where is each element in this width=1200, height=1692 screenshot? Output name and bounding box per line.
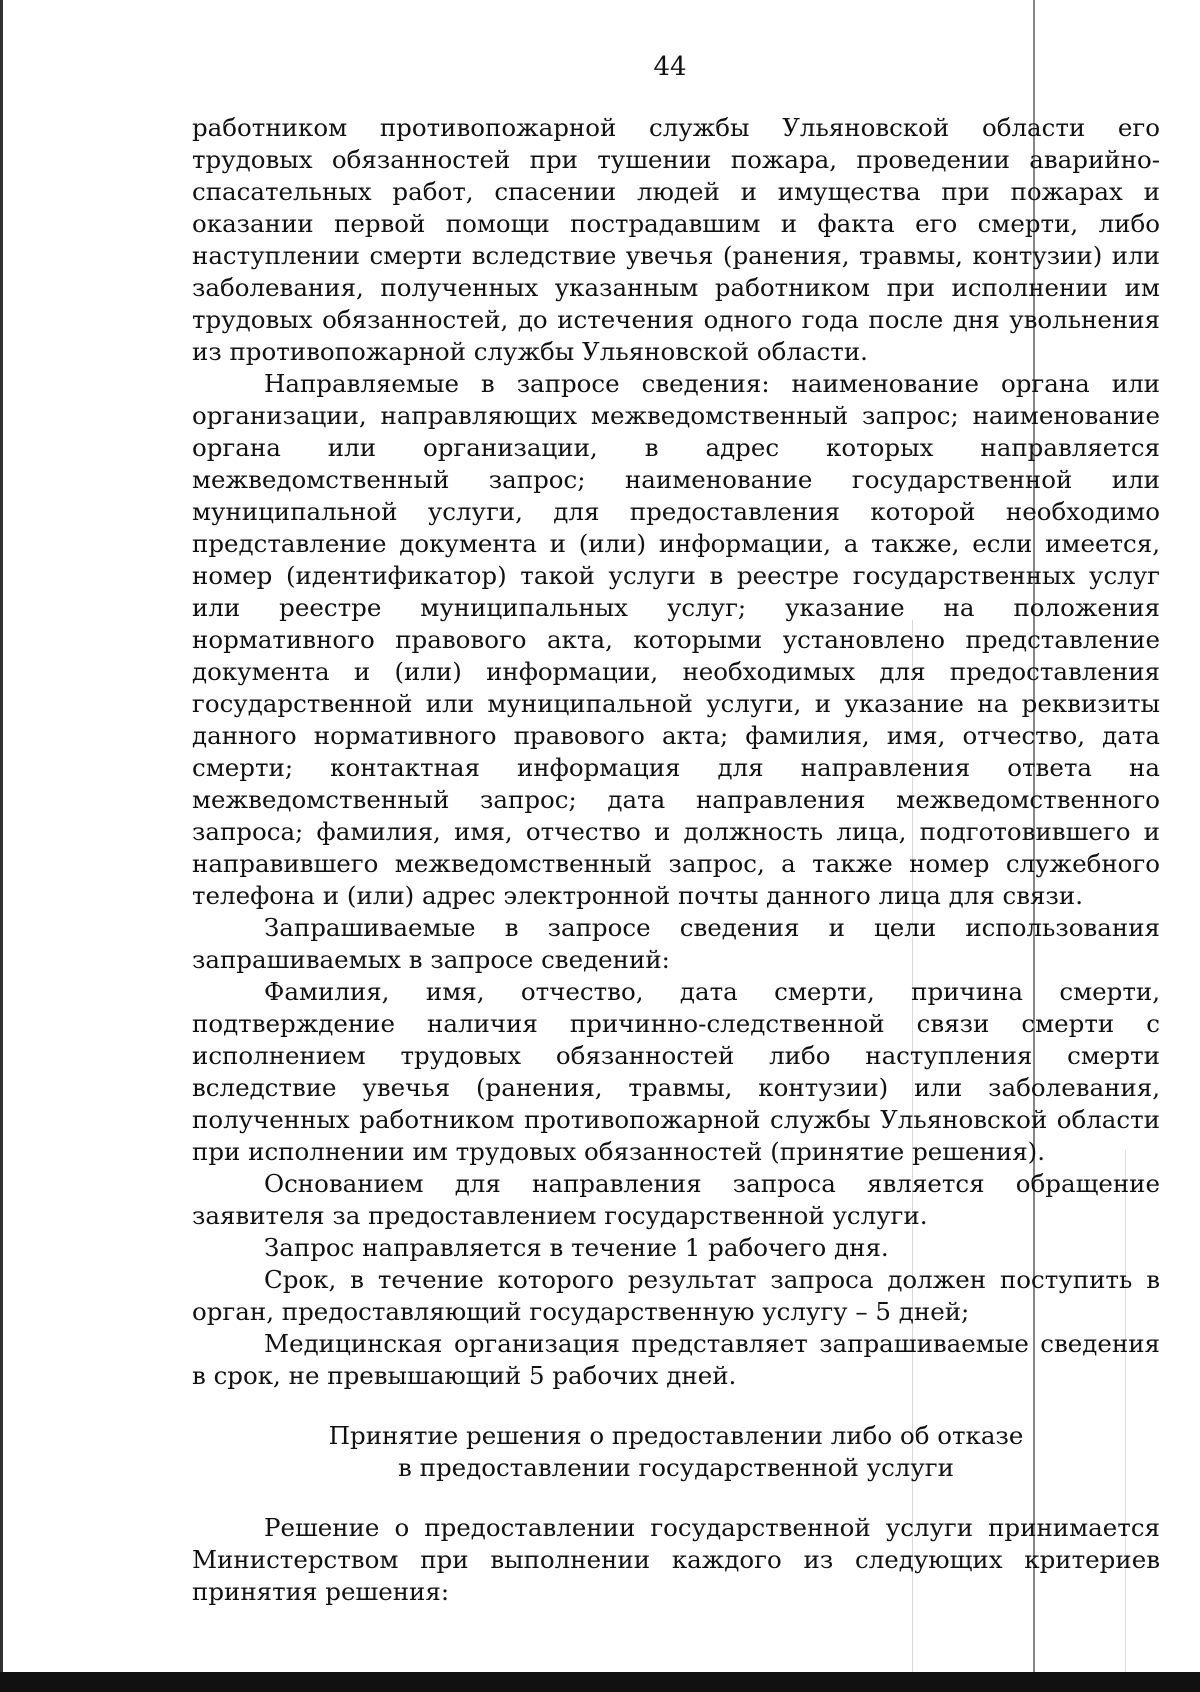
section-heading-line: в предоставлении государственной услуги: [398, 1453, 954, 1482]
paragraph: Запрос направляется в течение 1 рабочего дня.: [264, 1233, 889, 1262]
section-heading-line: Принятие решения о предоставлении либо об отказе: [328, 1421, 1024, 1450]
scan-edge-bottom: [0, 1672, 1200, 1692]
paragraph: Медицинская организация представляет запрашиваемые сведения в срок, не превышающий 5 рабочих дней.: [192, 1329, 1160, 1390]
paragraph: Фамилия, имя, отчество, дата смерти, причина смерти, подтверждение наличия причинно-следственной связи смерти с исполнением трудовых обязанностей либо наступления смерти вследствие увечья (ранения, травмы, контузии) или заболевания, полученных работником противопожарной службы Ульяновской области при исполнении им трудовых обязанностей (принятие решения).: [192, 977, 1160, 1166]
page-number: 44: [653, 52, 687, 82]
section-heading: [192, 1420, 1160, 1484]
paragraph: работником противопожарной службы Ульяновской области его трудовых обязанностей при тушении пожара, проведении аварийно-спасательных работ, спасении людей и имущества при пожарах и оказании первой помощи пострадавшим и факта его смерти, либо наступлении смерти вследствие увечья (ранения, травмы, контузии) или заболевания, полученных указанным работником при исполнении им трудовых обязанностей, до истечения одного года после дня увольнения из противопожарной службы Ульяновской области.: [192, 113, 1160, 366]
paragraph: Запрашиваемые в запросе сведения и цели использования запрашиваемых в запросе сведений:: [192, 913, 1160, 974]
document-body: [192, 112, 1160, 1608]
paragraph: Решение о предоставлении государственной услуги принимается Министерством при выполнении каждого из следующих критериев принятия решения:: [192, 1513, 1160, 1606]
paragraph: Направляемые в запросе сведения: наименование органа или организации, направляющих межведомственный запрос; наименование органа или организации, в адрес которых направляется межведомственный запрос; наименование государственной или муниципальной услуги, для предоставления которой необходимо представление документа и (или) информации, а также, если имеется, номер (идентификатор) такой услуги в реестре государственных услуг или реестре муниципальных услуг; указание на положения нормативного правового акта, которыми установлено представление документа и (или) информации, необходимых для предоставления государственной или муниципальной услуги, и указание на реквизиты данного нормативного правового акта; фамилия, имя, отчество, дата смерти; контактная информация для направления ответа на межведомственный запрос; дата направления межведомственного запроса; фамилия, имя, отчество и должность лица, подготовившего и направившего межведомственный запрос, а также номер служебного телефона и (или) адрес электронной почты данного лица для связи.: [192, 369, 1160, 910]
paragraph: Основанием для направления запроса является обращение заявителя за предоставлением государственной услуги.: [192, 1169, 1160, 1230]
paragraph: Срок, в течение которого результат запроса должен поступить в орган, предоставляющий государственную услугу – 5 дней;: [192, 1265, 1160, 1326]
scan-edge-left: [0, 0, 3, 1692]
